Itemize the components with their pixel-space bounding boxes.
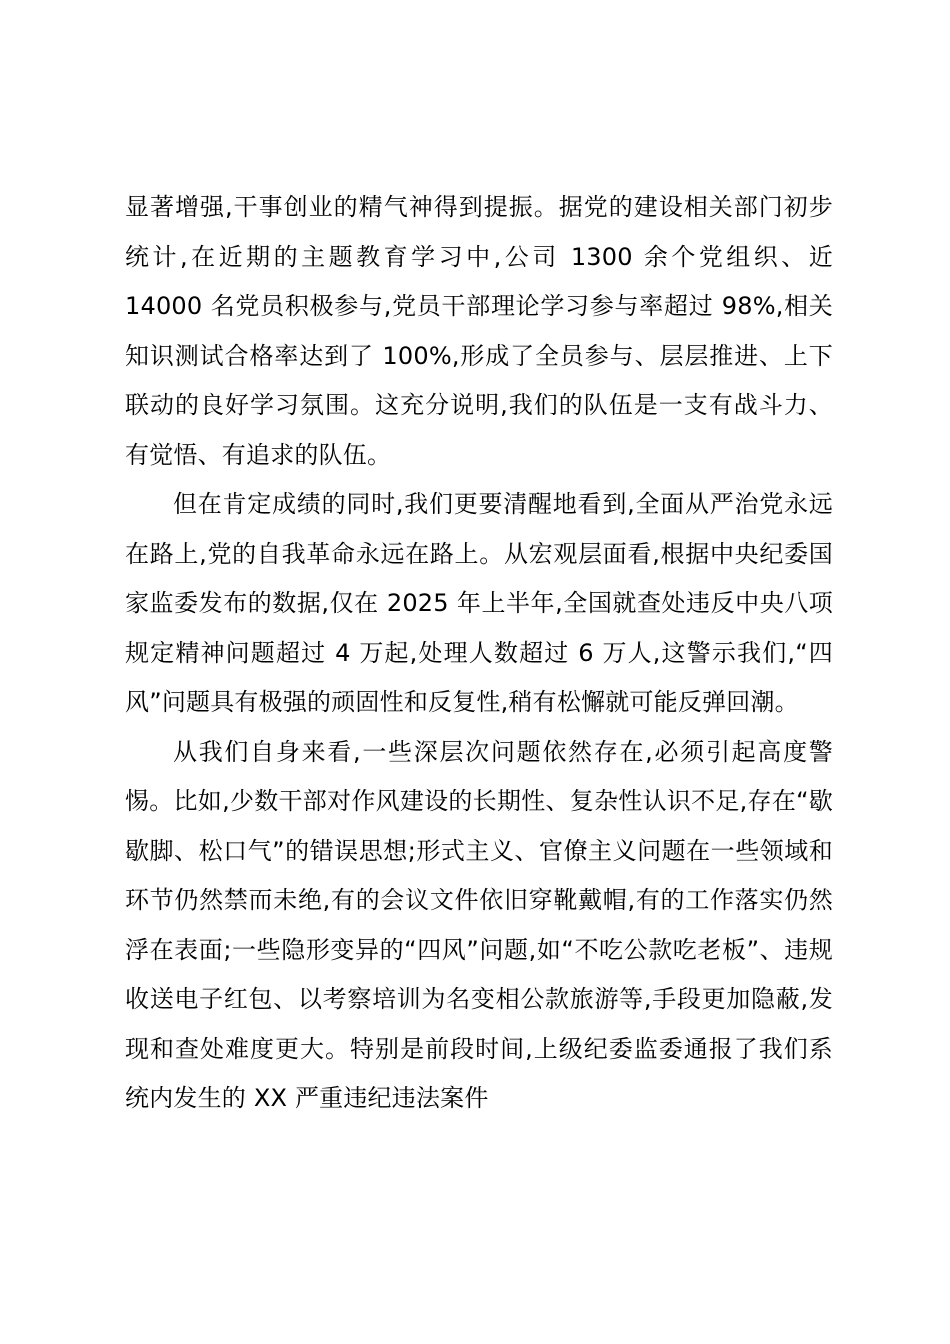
paragraph-achievements: 显著增强,干事创业的精气神得到提振。据党的建设相关部门初步统计,在近期的主题教育学习中,公司 1300 余个党组织、近 14000 名党员积极参与,党员干部理论学习参与率超过 98%,相关知识测试合格率达到了 100%,形成了全员参与、层层推进、上下联动的良好学习氛围。这充分说明,我们的队伍是一支有战斗力、有觉悟、有追求的队伍。 [125, 193, 833, 469]
body-text [125, 183, 833, 1124]
paragraph-self-problems: 从我们自身来看,一些深层次问题依然存在,必须引起高度警惕。比如,少数干部对作风建设的长期性、复杂性认识不足,存在“歇歇脚、松口气”的错误思想;形式主义、官僚主义问题在一些领域和环节仍然禁而未绝,有的会议文件依旧穿靴戴帽,有的工作落实仍然浮在表面;一些隐形变异的“四风”问题,如“不吃公款吃老板”、违规收送电子红包、以考察培训为名变相公款旅游等,手段更加隐蔽,发现和查处难度更大。特别是前段时间,上级纪委监委通报了我们系统内发生的 XX 严重违纪违法案件 [125, 737, 833, 1112]
paragraph-warning: 但在肯定成绩的同时,我们更要清醒地看到,全面从严治党永远在路上,党的自我革命永远在路上。从宏观层面看,根据中央纪委国家监委发布的数据,仅在 2025 年上半年,全国就查处违反中央八项规定精神问题超过 4 万起,处理人数超过 6 万人,这警示我们,“四风”问题具有极强的顽固性和反复性,稍有松懈就可能反弹回潮。 [125, 490, 833, 716]
